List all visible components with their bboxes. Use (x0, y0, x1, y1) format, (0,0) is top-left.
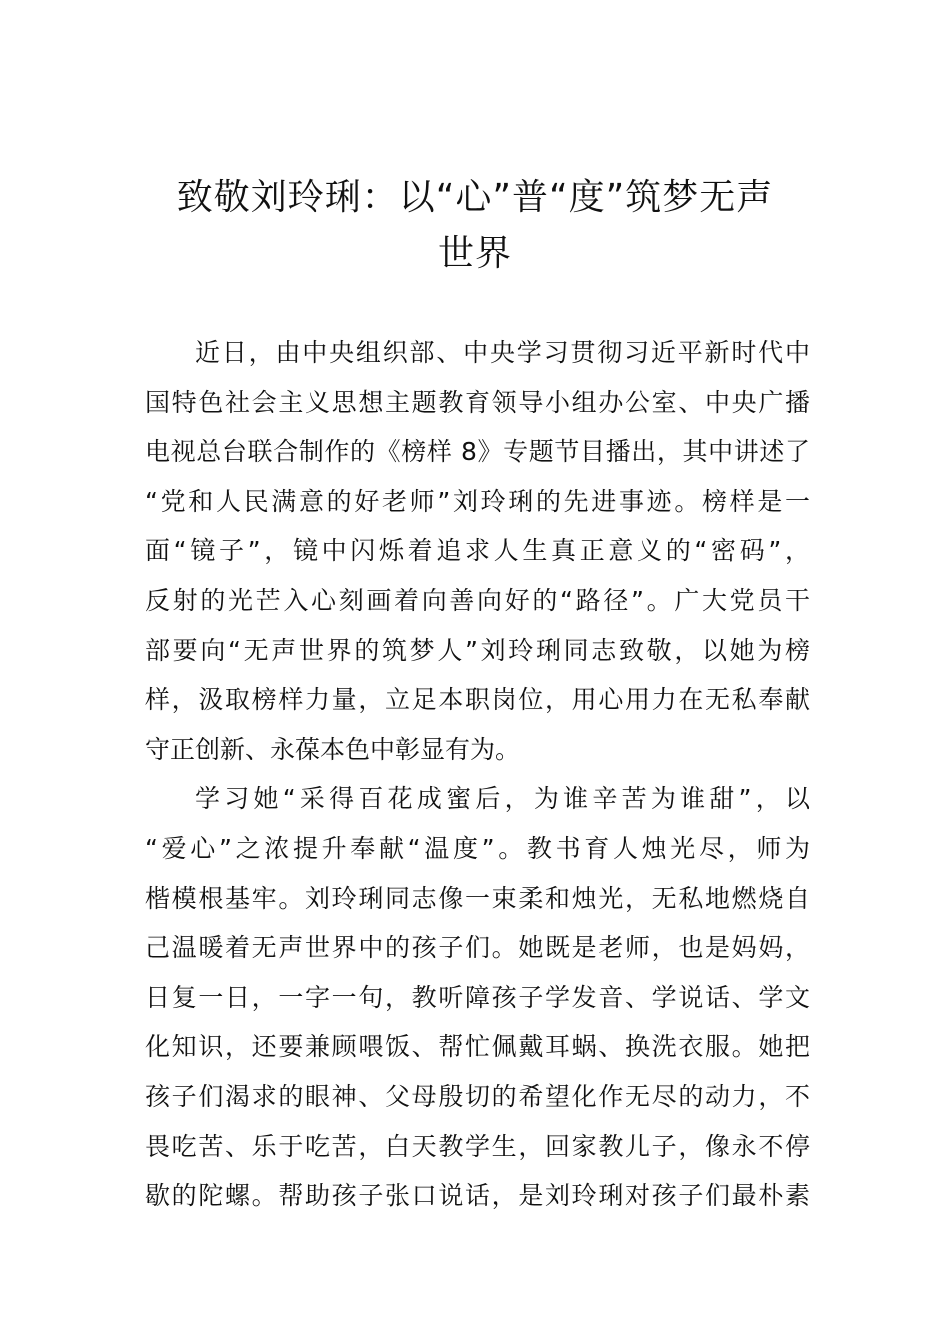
document-body (145, 328, 810, 1221)
paragraph-2 (145, 774, 810, 1220)
text-line: 部要向“无声世界的筑梦人”刘玲琍同志致敬，以她为榜 (145, 635, 810, 665)
text-line: 歇的陀螺。帮助孩子张口说话，是刘玲琍对孩子们最朴素 (145, 1181, 810, 1211)
text-line: 己温暖着无声世界中的孩子们。她既是老师，也是妈妈， (145, 933, 810, 963)
title-line: 世界 (437, 233, 512, 274)
text-line: 电视总台联合制作的《榜样 8》专题节目播出，其中讲述了 (145, 437, 810, 467)
text-line: 守正创新、永葆本色中彰显有为。 (145, 734, 521, 764)
paragraph-1 (145, 328, 810, 774)
text-line: 近日，由中央组织部、中央学习贯彻习近平新时代中 (195, 338, 810, 367)
text-line: 化知识，还要兼顾喂饭、帮忙佩戴耳蜗、换洗衣服。她把 (145, 1032, 810, 1062)
text-line: 学习她“采得百花成蜜后，为谁辛苦为谁甜”，以 (195, 784, 810, 814)
title-line: 致敬刘玲琍：以“心”普“度”筑梦无声 (176, 177, 774, 218)
text-line: “党和人民满意的好老师”刘玲琍的先进事迹。榜样是一 (145, 486, 810, 516)
document-title (100, 170, 850, 282)
text-line: “爱心”之浓提升奉献“温度”。教书育人烛光尽，师为 (145, 833, 810, 863)
text-line: 反射的光芒入心刻画着向善向好的“路径”。广大党员干 (145, 585, 810, 615)
text-line: 国特色社会主义思想主题教育领导小组办公室、中央广播 (145, 387, 810, 417)
text-line: 楷模根基牢。刘玲琍同志像一束柔和烛光，无私地燃烧自 (145, 883, 810, 913)
text-line: 样，汲取榜样力量，立足本职岗位，用心用力在无私奉献 (145, 685, 810, 715)
text-line: 面“镜子”，镜中闪烁着追求人生真正意义的“密码”， (145, 536, 810, 566)
text-line: 孩子们渴求的眼神、父母殷切的希望化作无尽的动力，不 (145, 1081, 810, 1111)
text-line: 畏吃苦、乐于吃苦，白天教学生，回家教儿子，像永不停 (145, 1131, 810, 1161)
text-line: 日复一日，一字一句，教听障孩子学发音、学说话、学文 (145, 982, 810, 1012)
